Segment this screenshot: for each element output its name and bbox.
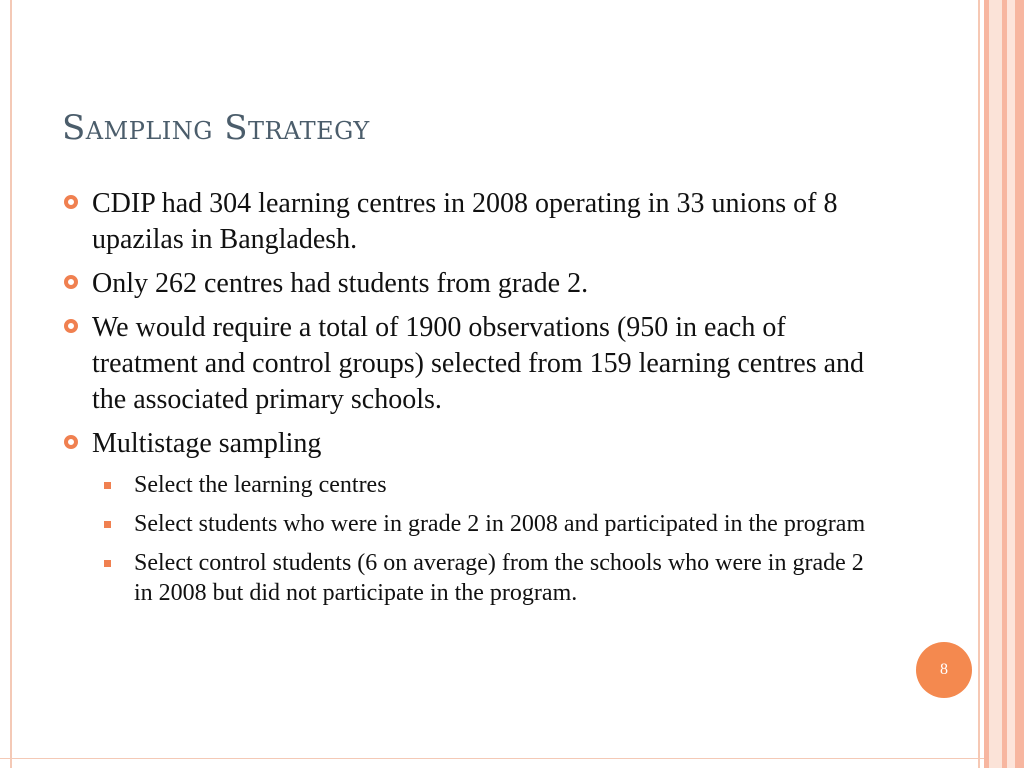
bullet-item bbox=[60, 186, 880, 258]
page-number-badge bbox=[916, 642, 972, 698]
ring-bullet-icon bbox=[64, 195, 78, 209]
bullet-list bbox=[60, 186, 880, 617]
sub-bullet-text: Select the learning centres bbox=[134, 472, 387, 498]
ring-bullet-icon bbox=[64, 275, 78, 289]
sub-bullet-text: Select students who were in grade 2 in 2008 and participated in the program bbox=[134, 511, 866, 537]
square-bullet-icon bbox=[104, 560, 111, 567]
bullet-item bbox=[60, 426, 880, 608]
bullet-item bbox=[60, 266, 880, 302]
square-bullet-icon bbox=[104, 521, 111, 528]
decorative-stripe bbox=[1015, 0, 1024, 768]
decorative-stripe bbox=[989, 0, 1002, 768]
bullet-text: Only 262 centres had students from grade 2. bbox=[92, 268, 589, 299]
slide-title: Sampling Strategy bbox=[62, 108, 370, 148]
ring-bullet-icon bbox=[64, 319, 78, 333]
bullet-text: Multistage sampling bbox=[92, 428, 322, 459]
bullet-item bbox=[60, 310, 880, 418]
square-bullet-icon bbox=[104, 482, 111, 489]
decorative-stripe bbox=[1007, 0, 1015, 768]
sub-bullet-list bbox=[92, 470, 880, 608]
decorative-stripe bbox=[978, 0, 980, 768]
ring-bullet-icon bbox=[64, 435, 78, 449]
sub-bullet-item bbox=[92, 548, 880, 608]
frame-left-line bbox=[10, 0, 12, 768]
page-number: 8 bbox=[940, 661, 948, 678]
bullet-text: CDIP had 304 learning centres in 2008 operating in 33 unions of 8 upazilas in Bangladesh. bbox=[92, 188, 838, 255]
sub-bullet-text: Select control students (6 on average) from the schools who were in grade 2 in 2008 but did not participate in the program. bbox=[134, 550, 864, 606]
frame-bottom-line bbox=[0, 758, 985, 759]
sub-bullet-item bbox=[92, 509, 880, 539]
bullet-text: We would require a total of 1900 observations (950 in each of treatment and control groups) selected from 159 learning centres and the associated primary schools. bbox=[92, 312, 865, 415]
sub-bullet-item bbox=[92, 470, 880, 500]
